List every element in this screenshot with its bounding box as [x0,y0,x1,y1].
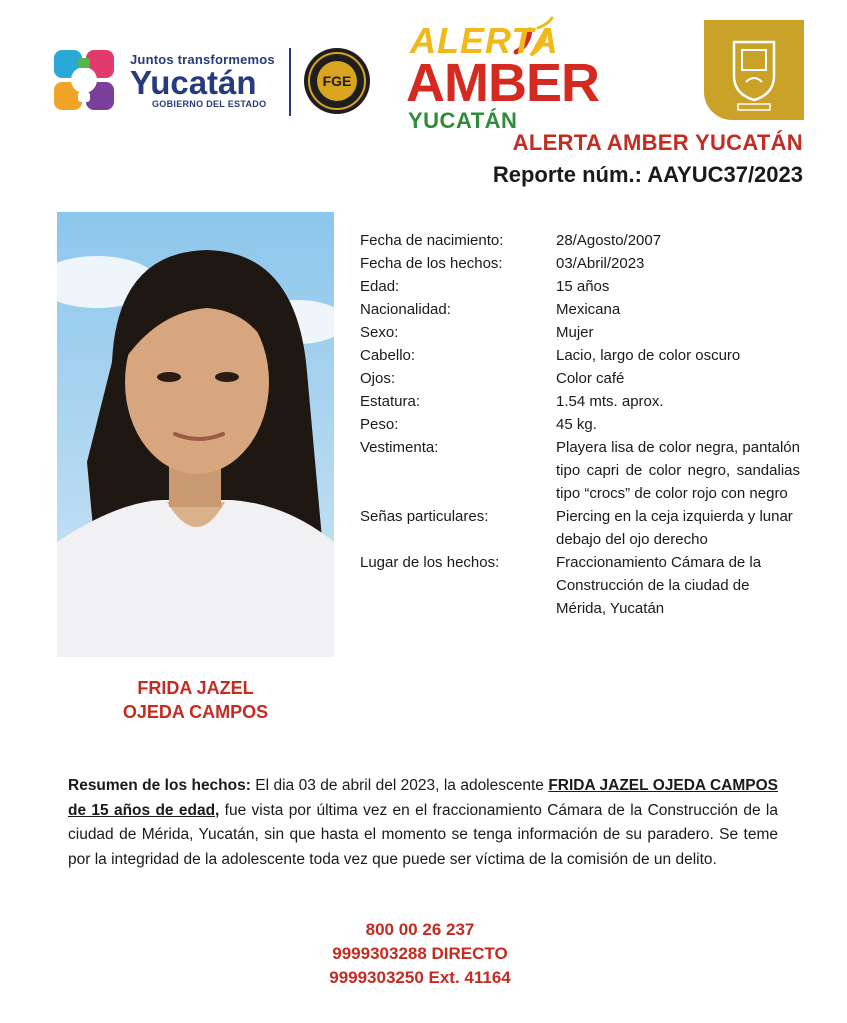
detail-row-sex [360,321,800,344]
missing-person-photo [57,212,334,657]
detail-row-distinguishing-marks [360,505,800,551]
detail-value: 28/Agosto/2007 [556,232,662,249]
detail-label: Estatura: [360,393,421,410]
header-divider [289,48,291,116]
state-coat-of-arms-badge [704,20,804,120]
phone-direct[interactable]: 9999303288 DIRECTO [332,944,508,963]
detail-row-eyes [360,367,800,390]
detail-row-event-date [360,252,800,275]
summary-highlight: FRIDA JAZEL OJEDA CAMPOS de 15 años de edad, [68,777,778,819]
summary-text-intro: El dia 03 de abril del 2023, la adolescente [250,777,549,794]
detail-label: Vestimenta: [360,439,439,456]
government-tagline: Juntos transformemos [130,52,275,67]
alert-title: ALERTA AMBER YUCATÁN [512,130,803,155]
detail-row-hair [360,344,800,367]
yucatan-government-logo-icon [48,44,120,116]
detail-label: Edad: [360,278,400,295]
amber-logo-word-yucatan: YUCATÁN [408,108,518,133]
detail-label: Nacionalidad: [360,301,451,318]
detail-row-weight [360,413,800,436]
detail-row-age [360,275,800,298]
detail-value: 45 kg. [556,416,597,433]
government-subtitle: GOBIERNO DEL ESTADO [152,99,267,109]
detail-row-nationality [360,298,800,321]
detail-label: Cabello: [360,347,416,364]
events-summary [68,774,778,872]
amber-logo-word-alerta: ALERTA [410,20,559,61]
detail-label: Señas particulares: [360,508,489,525]
report-id: AAYUC37/2023 [647,162,803,187]
coat-of-arms-icon [704,20,804,120]
amber-logo-word-amber: AMBER [406,53,599,113]
detail-label: Sexo: [360,324,399,341]
summary-text-body: fue vista por última vez en el fraccionamiento Cámara de la Construcción de la ciudad de Mérida, Yucatán, sin que hasta el momento se tenga información de su paradero. Se teme por la integridad de la adolescente toda vez que puede ser víctima de la comisión de un delito. [68,801,778,868]
detail-value: 1.54 mts. aprox. [556,393,664,410]
fge-seal-icon [303,47,371,115]
government-name [130,52,275,109]
detail-value: Color café [556,370,625,387]
detail-row-location [360,551,800,620]
detail-value: Piercing en la ceja izquierda y lunar debajo del ojo derecho [556,508,793,548]
person-portrait-illustration [57,212,334,657]
detail-label: Fecha de los hechos: [360,255,503,272]
detail-row-birthdate [360,229,800,252]
government-state-name: Yucatán [130,64,257,101]
detail-value: Mujer [556,324,594,341]
person-details [360,229,800,620]
detail-row-clothing [360,436,800,505]
report-label: Reporte núm.: [492,162,642,187]
fge-seal-label: FGE [322,73,352,89]
alerta-amber-logo [402,14,599,133]
person-full-name [57,676,334,724]
detail-label: Lugar de los hechos: [360,554,500,571]
phone-extension[interactable]: 9999303250 Ext. 41164 [329,968,511,987]
detail-value: Playera lisa de color negra, pantalón tipo capri de color negro, sandalias tipo “crocs” de color rojo con negro [556,439,800,502]
summary-label: Resumen de los hechos: [68,777,251,794]
person-name-line1: FRIDA JAZEL [137,678,254,698]
contact-phones [250,918,590,990]
detail-label: Ojos: [360,370,396,387]
report-number [493,162,803,188]
person-name-line2: OJEDA CAMPOS [122,702,269,722]
phone-tollfree[interactable]: 800 00 26 237 [365,920,475,939]
detail-value: Mexicana [556,301,621,318]
detail-row-height [360,390,800,413]
detail-label: Peso: [360,416,399,433]
detail-value: 03/Abril/2023 [556,255,645,272]
detail-label: Fecha de nacimiento: [360,232,504,249]
detail-value: Fraccionamiento Cámara de la Construcción de la ciudad de Mérida, Yucatán [556,554,762,617]
detail-value: 15 años [556,278,610,295]
detail-value: Lacio, largo de color oscuro [556,347,741,364]
